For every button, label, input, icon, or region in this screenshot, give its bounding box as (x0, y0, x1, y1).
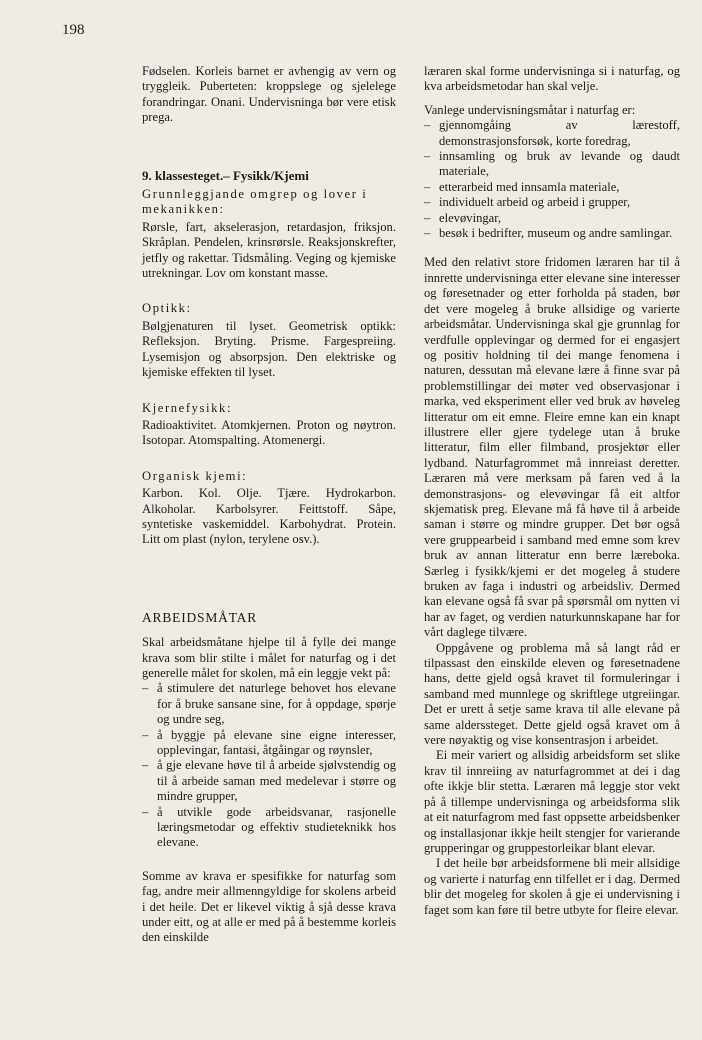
mechanics-heading: Grunnleggjande omgrep og lover i mekanikken: (142, 187, 368, 217)
methods-list (142, 681, 396, 850)
methods-heading: ARBEIDSMÅTAR (142, 609, 258, 625)
body-paragraph: I det heile bør arbeidsformene bli meir allsidige og varierte i naturfag enn tilfellet er i dag. Dermed blir det mogeleg for skolen å gje ei undervisning i faget som kan føre til betre utbyte for fleire elevar. (424, 856, 680, 917)
organic-text: Karbon. Kol. Olje. Tjære. Hydrokarbon. Alkoholar. Karbolsyrer. Feittstoff. Såpe, syntetiske vaskemiddel. Karbohydrat. Protein. Litt om plast (nylon, terylene osv.). (142, 486, 396, 547)
body-paragraph: Oppgåvene og problema må så langt råd er tilpassast den einskilde eleven og føresetnadene hans, dette gjeld også kravet til formuleringar i samband med munnlege og skriftlege utgreiingar. Det er urett å setje same krava til alle elevane på same alderssteget. Dette gjeld også kravet om å vere nøyaktig og vise konsentrasjon i arbeidet. (424, 640, 680, 748)
list-item: – innsamling og bruk av levande og daudt materiale, (424, 149, 680, 180)
nuclear-text: Radioaktivitet. Atomkjernen. Proton og nøytron. Isotopar. Atomspalting. Atomenergi. (142, 417, 396, 448)
intro-paragraph: Fødselen. Korleis barnet er avhengig av vern og tryggleik. Puberteten: kroppslege og sjelelege forandringar. Onani. Undervisninga bør vere etisk prega. (142, 64, 396, 125)
mechanics-text: Rørsle, fart, akselerasjon, retardasjon, friksjon. Skråplan. Pendelen, krinsrørsle. Reaksjonskrefter, jetfly og rakettar. Tidsmåling. Veging og kjemiske utrekningar. Lov om konstant masse. (142, 219, 396, 281)
list-item: – å stimulere det naturlege behovet hos elevane for å bruke sansane sine, for å oppdage, spørje og undre seg, (142, 681, 396, 727)
nuclear-heading: Kjernefysikk: (142, 400, 233, 415)
list-item: – individuelt arbeid og arbeid i grupper, (424, 195, 680, 210)
body-paragraph: Ei meir variert og allsidig arbeidsform set slike krav til innreiing av naturfagrommet at dei i dag ofte ikkje blir stetta. Læraren må leggje stor vekt på å tillempe undervisninga og arbeidsforma slik at eit naturfagrom med fast oppsette arbeidsbenker og installasjonar ikkje heilt stengjer for varierande grupperingar og gruppestorleikar blant elevar. (424, 748, 680, 855)
body-paragraph: Med den relativt store fridomen læraren har til å innrette undervisninga etter elevane sine interesser og føresetnader og etter forholda på staden, bør det vere mogeleg å bruke allsidige og varierte arbeidsmåtar. Undervisninga skal gje grunnlag for verdfulle opplevingar og dermed for ei engasjert og positiv holdning til dei mange fenomena i naturen, dessutan må elevane lære å finne svar på problemstillingar dei møter ved observasjonar i marka, ved eksperiment eller ved bruk av høveleg litteratur om eit emne. Fleire emne kan ein knapt illustrere eller gjere tydelege utan å bruke litteratur, film eller filmband, prosjektør eller lydband. Naturfagrommet må innreiast deretter. Læraren må vere merksam på faren ved å la demonstrasjons- og elevøvingar få eit altfor skjematisk preg. Elevane må få høve til å arbeide saman i større og mindre grupper. Det bør også vere gruppearbeid i samband med emne som krev bruk av annan litteratur enn berre læreboka. Særleg i fysikk/kjemi er det mogeleg å studere bruken av faga i industri og arbeidsliv. Dermed kan elevane også få svar på spørsmål om nytten vi har av faget, og verdien naturkunnskapane har for vårt daglege tilvære. (424, 255, 680, 640)
list-item: – å gje elevane høve til å arbeide sjølvstendig og til å arbeide saman med medelevar i større og mindre grupper, (142, 758, 396, 804)
left-column (142, 64, 396, 946)
section-title: 9. klassesteget.– Fysikk/Kjemi (142, 167, 309, 183)
page-number: 198 (62, 22, 85, 38)
list-item: – elevøvingar, (424, 211, 680, 226)
list-item: – gjennomgåing av lærestoff, demonstrasjonsforsøk, korte foredrag, (424, 118, 680, 149)
optics-text: Bølgjenaturen til lyset. Geometrisk optikk: Refleksjon. Bryting. Prisme. Fargespreiing. Lysemisjon og absorpsjon. Den elektriske og kjemiske effekten til lyset. (142, 318, 396, 380)
continuation-paragraph: læraren skal forme undervisninga si i naturfag, og kva arbeidsmetodar han skal velje. (424, 64, 680, 94)
organic-heading: Organisk kjemi: (142, 468, 248, 483)
list-item: – etterarbeid med innsamla materiale, (424, 180, 680, 195)
usual-methods-list (424, 118, 680, 241)
closing-paragraph: Somme av krava er spesifikke for naturfag som fag, andre meir allmenngyldige for skolens arbeid i det heile. Det er likevel viktig å sjå desse krava under eitt, og at alle er med på å bestemme korleis den einskilde (142, 868, 396, 945)
optics-heading: Optikk: (142, 301, 192, 316)
list-item: – besøk i bedrifter, museum og andre samlingar. (424, 226, 680, 241)
methods-intro: Skal arbeidsmåtane hjelpe til å fylle dei mange krava som blir stilte i målet for naturfag og i det generelle målet for skolen, må ein leggje vekt på: (142, 635, 396, 680)
usual-methods-heading: Vanlege undervisningsmåtar i naturfag er: (424, 102, 636, 117)
right-column (424, 64, 680, 918)
list-item: – å utvikle gode arbeidsvanar, rasjonelle læringsmetodar og effektiv studieteknikk hos elevane. (142, 805, 396, 851)
list-item: – å byggje på elevane sine eigne interesser, opplevingar, fantasi, åtgåingar og røynsler, (142, 728, 396, 759)
